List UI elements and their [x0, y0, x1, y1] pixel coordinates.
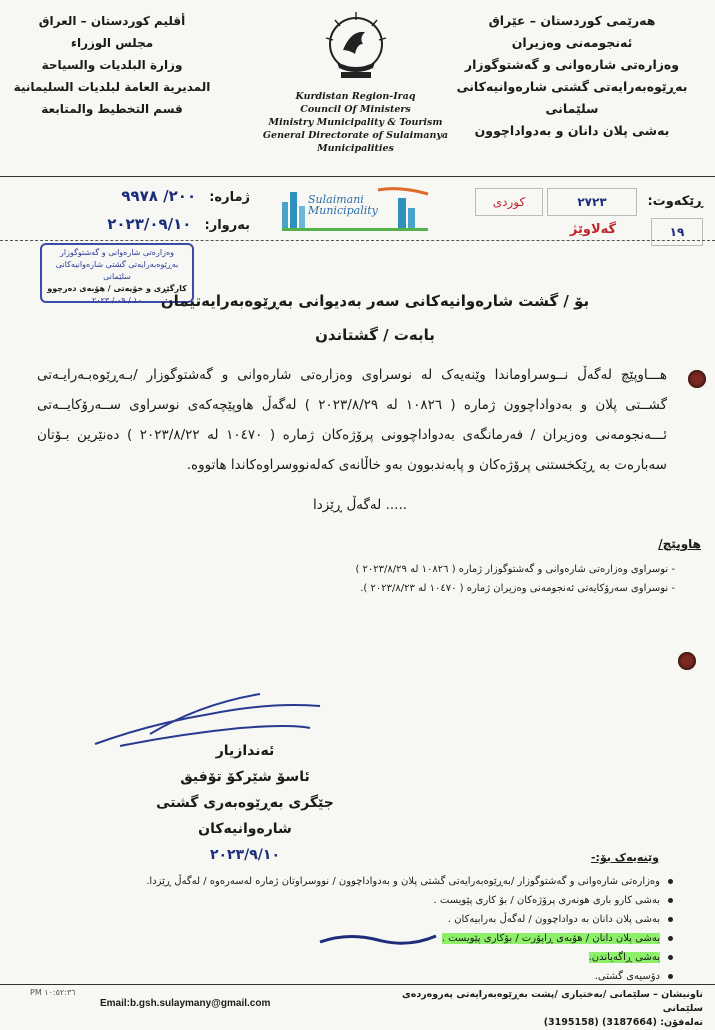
- addressee-line: بۆ / گشت شارەوانیەکانی سەر بەدیوانی بەڕێوەبەرایەتیمان: [160, 292, 590, 310]
- stamp-line: وەزارەتی شارەوانی و گەشتوگوزار: [60, 248, 174, 257]
- bullet-icon: [668, 974, 673, 979]
- number-value: ٢٠٠/ ٩٩٧٨: [121, 187, 197, 205]
- stamp-line: کارگێڕی و خۆیەتی / هۆبەی دەرچوو: [47, 284, 187, 293]
- kurdish-header-line: هەرێمی کوردستان – عێراق: [488, 13, 656, 28]
- footer-address: ناونیشان – سلێمانی /بەختیاری /پشت بەڕێوەبەرایەتی پەروەردەی سلێمانی: [402, 989, 703, 1014]
- day-value: ١٩: [651, 218, 703, 246]
- attachments-list: [155, 560, 675, 598]
- bullet-icon: [668, 879, 673, 884]
- arabic-header-line: مجلس الوزراء: [70, 36, 154, 50]
- calendar-label: کوردی: [475, 188, 543, 216]
- arabic-header: [12, 10, 212, 120]
- attachment-item: - نوسراوی سەرۆکایەتی ئەنجومەنی وەزیران ژمارە ( ١٠٤٧٠ لە ٢٠٢٣/٨/٢٣ ).: [360, 583, 675, 594]
- handwritten-mark-icon: [318, 928, 438, 950]
- bullet-icon: [668, 917, 673, 922]
- copy-item-text: بەشی کارو باری هونەری پرۆژەکان / بۆ کاری پێویست .: [433, 895, 660, 906]
- kurdish-header-line: ئەنجومەنی وەزیران: [511, 35, 633, 50]
- punch-hole: [678, 652, 696, 670]
- body-paragraph: هـــاوپێچ لەگەڵ نــوسراوماندا وێنەیەک لە نوسراوی وەزارەتی شارەوانی و گەشتوگوزار /بـەڕێوەبـەرایـەتی گشــتی پلان و بەدواداچوون ژمارە ( ١٠٨٢٦ لە ٢٠٢٣/٨/٢٩ ) لەگەڵ هاوپێچەکەی نوسراوی ســەرۆکایــەتی ئـــەنجومەنی وەزیران / فەرمانگەی بەدواداچوونی پرۆژەکان ژمارە ( ١٠٤٧٠ لە ٢٠٢٣/٨/٢٢ ) دەنێرین بـۆتان سەبارەت بە ڕێکخستنی پرۆژەکان و پابەندبوون بەو خاڵانەی کەلەنووسراوەکاندا هاتووە.: [37, 367, 667, 473]
- number-label: ژمارە:: [209, 190, 250, 205]
- date2-block: [30, 214, 250, 233]
- date-value: ٢٧٢٣: [547, 188, 637, 216]
- copy-item-text-highlighted: بەشی ڕاگەیاندن.: [588, 952, 660, 963]
- copy-item: [73, 891, 673, 910]
- header-divider: [0, 176, 715, 177]
- signer-position: جێگری بەڕێوەبەری گشتی شارەوانیەکان: [156, 795, 334, 837]
- kurdistan-emblem-icon: [321, 10, 391, 86]
- date2-value: ٢٠٢٣/٠٩/١٠: [107, 215, 192, 233]
- english-header-line: Ministry Municipality & Tourism: [268, 117, 443, 128]
- footer-email: Email:b.gsh.sulaymany@gmail.com: [100, 998, 271, 1009]
- arabic-header-line: أقليم كوردستان – العراق: [38, 14, 186, 28]
- date-label: ڕێکەوت:: [647, 194, 703, 209]
- english-header-line: Council Of Ministers: [300, 104, 411, 115]
- signature-block: [120, 738, 370, 868]
- stamp-line: ١٠ / ٠٩ / ٢٠٢٣: [92, 296, 142, 305]
- footer-timestamp: ١٠:٥٢:٣٦ PM: [30, 988, 76, 997]
- closing-line: ..... لەگەڵ ڕێزدا: [312, 497, 408, 513]
- signer-title: ئەندازیار: [215, 743, 275, 759]
- attachment-item: - نوسراوی وەزارەتی شارەوانی و گەشتوگوزار ژمارە ( ١٠٨٢٦ لە ٢٠٢٣/٨/٢٩ ): [355, 564, 675, 575]
- arabic-header-line: قسم التخطيط والمتابعة: [41, 102, 183, 116]
- kurdish-header-line: بەشی پلان دانان و بەدواداچوون: [474, 123, 670, 138]
- center-header: [228, 10, 483, 155]
- municipality-logo: [278, 184, 433, 232]
- bullet-icon: [668, 936, 673, 941]
- punch-hole: [688, 370, 706, 388]
- stamp-line: بەڕێوەبەرایەتی گشتی شارەوانیەکانی سلێمانی: [55, 260, 179, 281]
- english-header-line: Kurdistan Region-Iraq: [295, 91, 416, 102]
- bullet-icon: [668, 955, 673, 960]
- arabic-header-line: وزارة البلديات والسياحة: [41, 58, 183, 72]
- date2-label: بەروار:: [204, 218, 250, 233]
- meta-divider: [0, 240, 715, 241]
- signer-name: ئاسۆ شێرکۆ تۆفیق: [180, 769, 310, 785]
- copy-item-text-highlighted: بەشی پلان دانان / هۆبەی ڕاپۆرت / بۆکاری پێویست .: [441, 933, 660, 944]
- kurdish-header-line: وەزارەتی شارەوانی و گەشتوگوزار: [464, 57, 680, 72]
- footer-divider: [0, 984, 715, 985]
- copies-title: وێنەیەک بۆ:-: [590, 851, 659, 864]
- copy-item: [73, 872, 673, 891]
- number-block: [30, 186, 250, 205]
- attachments-title: هاوپێچ/: [658, 537, 701, 551]
- kurdish-header: [447, 10, 697, 142]
- copy-item-text: دۆسیەی گشتی.: [594, 971, 660, 982]
- english-header-line: General Directorate of Sulaimanya Municipalities: [262, 130, 449, 154]
- bullet-icon: [668, 898, 673, 903]
- arabic-header-line: المديرية العامة لبلديات السليمانية: [13, 80, 211, 94]
- copy-item-text: وەزارەتی شارەوانی و گەشتوگوزار /بەڕێوەبەرایەتی گشتی پلان و بەدواداچوون / نووسراوتان ژمارە لەسەرەوە / لەگەڵ ڕێزدا.: [146, 876, 660, 887]
- copy-item: [73, 910, 673, 929]
- signature-date: ٢٠٢٣/٩/١٠: [209, 847, 281, 863]
- logo-text: Sulaimani Municipality: [308, 193, 378, 217]
- subject-line: بابەت / گشتاندن: [315, 326, 435, 344]
- month-name: گەلاوێژ: [569, 222, 617, 237]
- copy-item: [73, 948, 673, 967]
- copy-item-text: بەشی پلان دانان بە دواداچوون / لەگەڵ بەرابیەکان .: [447, 914, 660, 925]
- footer-phone: تەلەفۆن: (3187664) (3195158): [543, 1017, 703, 1028]
- kurdish-header-line: بەڕێوەبەرایەتی گشتی شارەوانیەکانی سلێمانی: [456, 79, 688, 116]
